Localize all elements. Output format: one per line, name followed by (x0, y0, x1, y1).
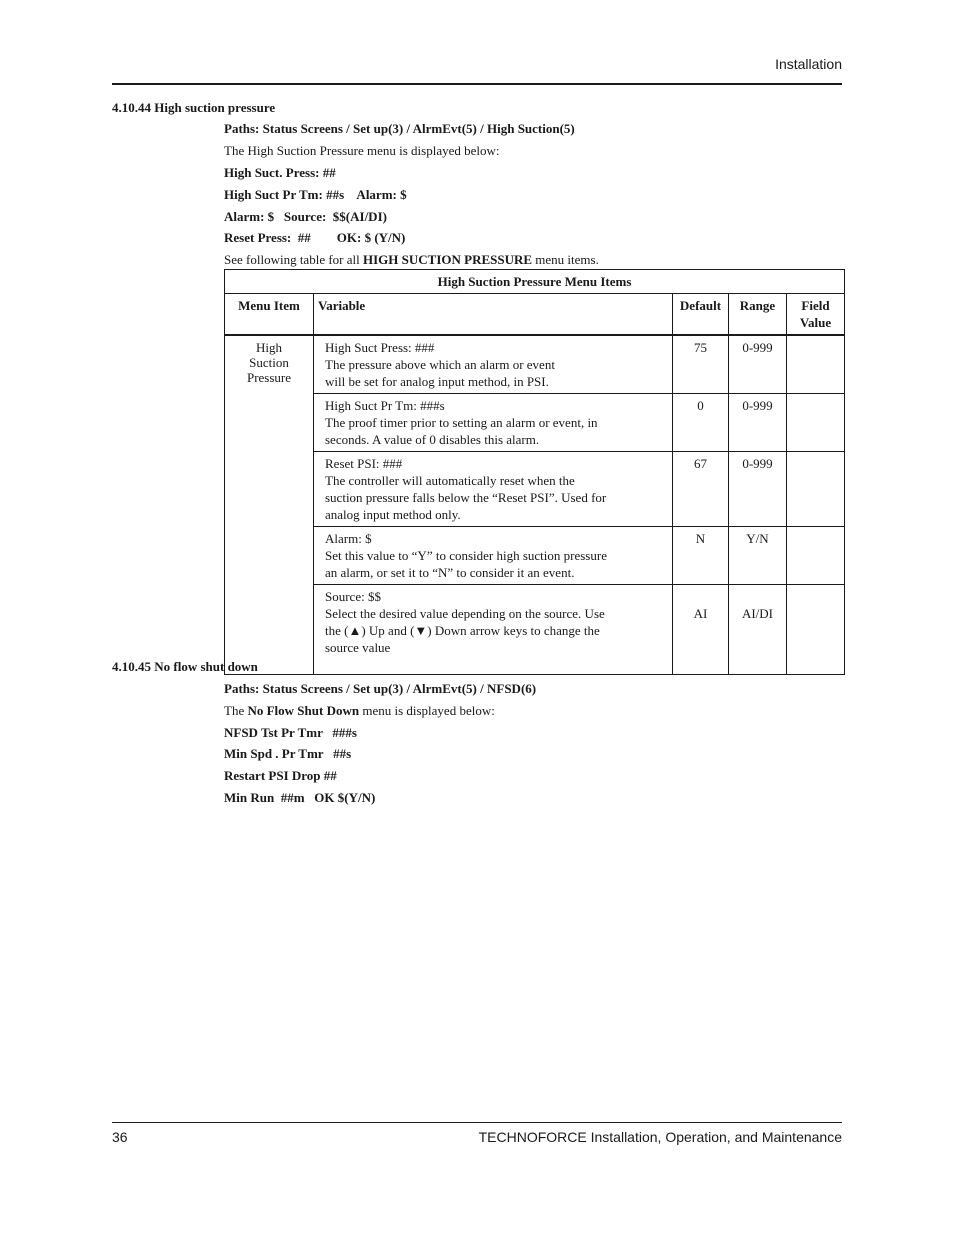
range-cell: 0-999 (729, 394, 787, 452)
page-number: 36 (112, 1129, 128, 1145)
default-cell: AI (673, 585, 729, 675)
nfsd-line-2: Min Spd . Pr Tmr ##s (224, 746, 352, 761)
running-header: Installation (775, 56, 842, 72)
field-value-cell (787, 527, 845, 585)
header-menu-item: Menu Item (225, 294, 314, 336)
menu-line-2: High Suct Pr Tm: ##s Alarm: $ (224, 187, 407, 202)
high-suction-menu-table (224, 269, 845, 675)
section-title-no-flow: 4.10.45 No flow shut down (112, 659, 258, 674)
menu-path: Paths: Status Screens / Set up(3) / AlrmEvt(5) / High Suction(5) (224, 121, 575, 136)
variable-cell: Reset PSI: ### The controller will automatically reset when the suction pressure falls below the “Reset PSI”. Used for analog input method only. (314, 452, 673, 527)
nfsd-line-4: Min Run ##m OK $(Y/N) (224, 790, 376, 805)
intro-text: The High Suction Pressure menu is displayed below: (224, 143, 500, 158)
section-title-high-suction: 4.10.44 High suction pressure (112, 100, 276, 115)
default-cell: 75 (673, 335, 729, 394)
table-row (225, 394, 845, 452)
field-value-cell (787, 335, 845, 394)
menu-path: Paths: Status Screens / Set up(3) / AlrmEvt(5) / NFSD(6) (224, 681, 537, 696)
variable-cell: High Suct Pr Tm: ###s The proof timer prior to setting an alarm or event, in seconds. A value of 0 disables this alarm. (314, 394, 673, 452)
default-cell: 0 (673, 394, 729, 452)
default-cell: N (673, 527, 729, 585)
default-cell: 67 (673, 452, 729, 527)
header-variable: Variable (314, 294, 673, 336)
field-value-cell (787, 452, 845, 527)
intro-text: The No Flow Shut Down menu is displayed below: (224, 703, 495, 718)
variable-cell: High Suct Press: ### The pressure above which an alarm or event will be set for analog input method, in PSI. (314, 335, 673, 394)
header-default: Default (673, 294, 729, 336)
header-range: Range (729, 294, 787, 336)
table-row (225, 335, 845, 394)
table-title: High Suction Pressure Menu Items (225, 270, 845, 294)
footer-doc-title: TECHNOFORCE Installation, Operation, and Maintenance (478, 1129, 842, 1145)
range-cell: 0-999 (729, 335, 787, 394)
table-row (225, 452, 845, 527)
table-row (225, 585, 845, 675)
see-table-note: See following table for all HIGH SUCTION PRESSURE menu items. (224, 252, 599, 267)
field-value-cell (787, 585, 845, 675)
table-row (225, 527, 845, 585)
variable-cell: Source: $$ Select the desired value depending on the source. Use the (▲) Up and (▼) Down arrow keys to change the source value (314, 585, 673, 675)
header-rule (112, 83, 842, 85)
nfsd-line-3: Restart PSI Drop ## (224, 768, 337, 783)
range-cell: 0-999 (729, 452, 787, 527)
menu-line-4: Reset Press: ## OK: $ (Y/N) (224, 230, 406, 245)
variable-cell: Alarm: $ Set this value to “Y” to consider high suction pressure an alarm, or set it to “N” to consider it an event. (314, 527, 673, 585)
range-cell: AI/DI (729, 585, 787, 675)
menu-item-cell: High Suction Pressure (225, 335, 314, 675)
nfsd-line-1: NFSD Tst Pr Tmr ###s (224, 725, 357, 740)
header-field-value: Field Value (787, 294, 845, 336)
range-cell: Y/N (729, 527, 787, 585)
footer-rule (112, 1122, 842, 1123)
menu-line-1: High Suct. Press: ## (224, 165, 336, 180)
field-value-cell (787, 394, 845, 452)
menu-line-3: Alarm: $ Source: $$(AI/DI) (224, 209, 387, 224)
